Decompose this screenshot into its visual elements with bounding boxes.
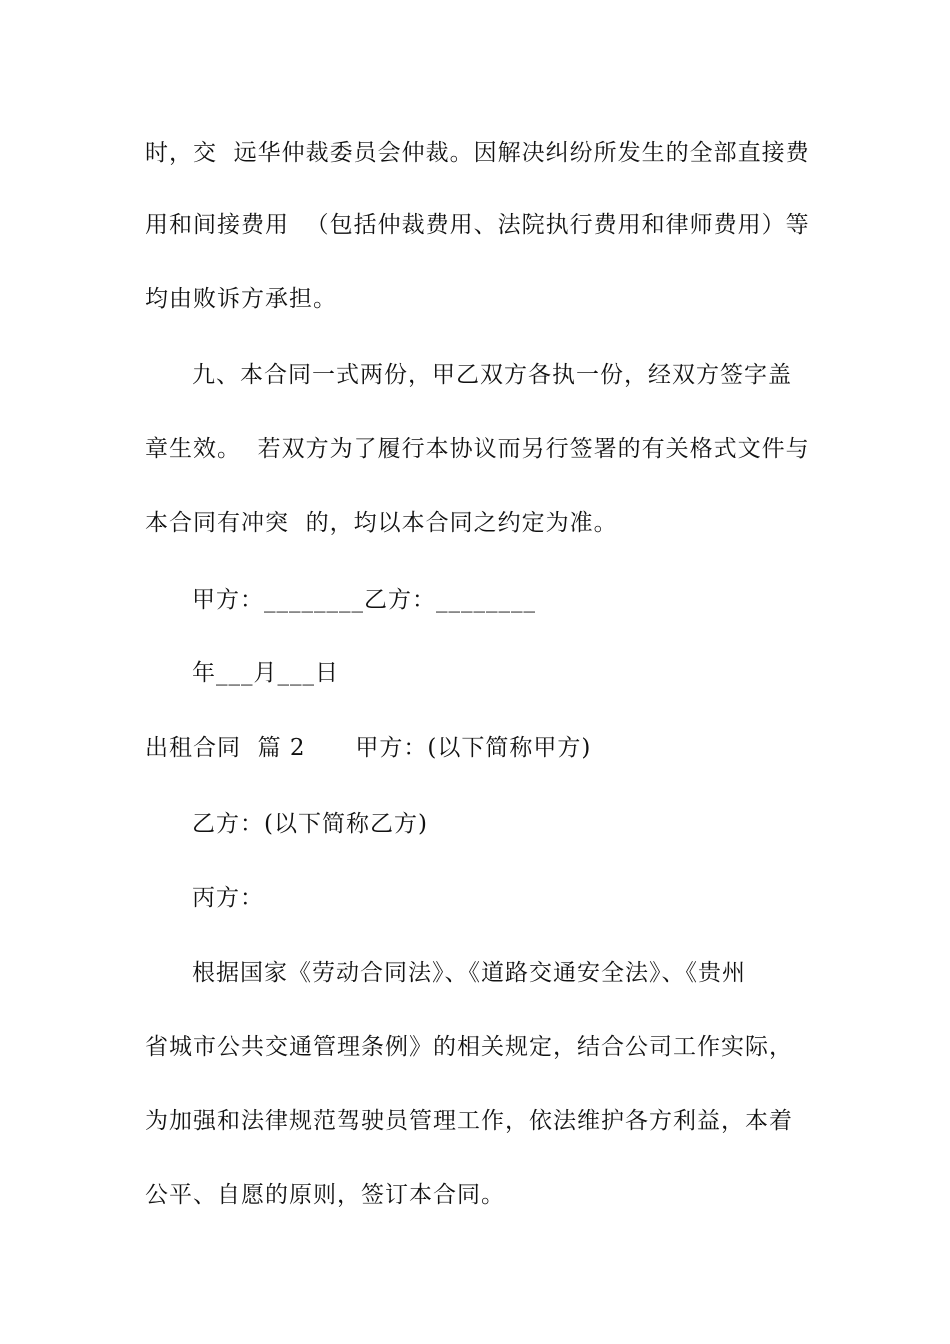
- paragraph-1-line-3: 均由败诉方承担。: [145, 286, 337, 312]
- signature-line: 甲方：________乙方：________: [192, 587, 536, 613]
- paragraph-1-line-2: 用和间接费用 （包括仲裁费用、法院执行费用和律师费用）等: [145, 212, 810, 238]
- paragraph-3-line-2: 省城市公共交通管理条例》的相关规定，结合公司工作实际，: [145, 1034, 793, 1060]
- section-heading: 出租合同 篇 2 甲方：(以下简称甲方): [145, 735, 592, 761]
- party-c-line: 丙方：: [192, 885, 264, 911]
- paragraph-3-line-1: 根据国家《劳动合同法》、《道路交通安全法》、《贵州: [192, 960, 746, 986]
- paragraph-2-line-1: 九、本合同一式两份，甲乙双方各执一份，经双方签字盖: [192, 362, 792, 388]
- paragraph-2-line-3: 本合同有冲突 的，均以本合同之约定为准。: [145, 510, 618, 536]
- paragraph-3-line-3: 为加强和法律规范驾驶员管理工作，依法维护各方利益，本着: [145, 1108, 793, 1134]
- date-line: 年___月___日: [192, 660, 339, 686]
- paragraph-2-line-2: 章生效。 若双方为了履行本协议而另行签署的有关格式文件与: [145, 436, 810, 462]
- paragraph-3-line-4: 公平、自愿的原则，签订本合同。: [145, 1182, 505, 1208]
- paragraph-1-line-1: 时，交 远华仲裁委员会仲裁。因解决纠纷所发生的全部直接费: [145, 140, 810, 166]
- party-b-line: 乙方：(以下简称乙方): [192, 811, 428, 837]
